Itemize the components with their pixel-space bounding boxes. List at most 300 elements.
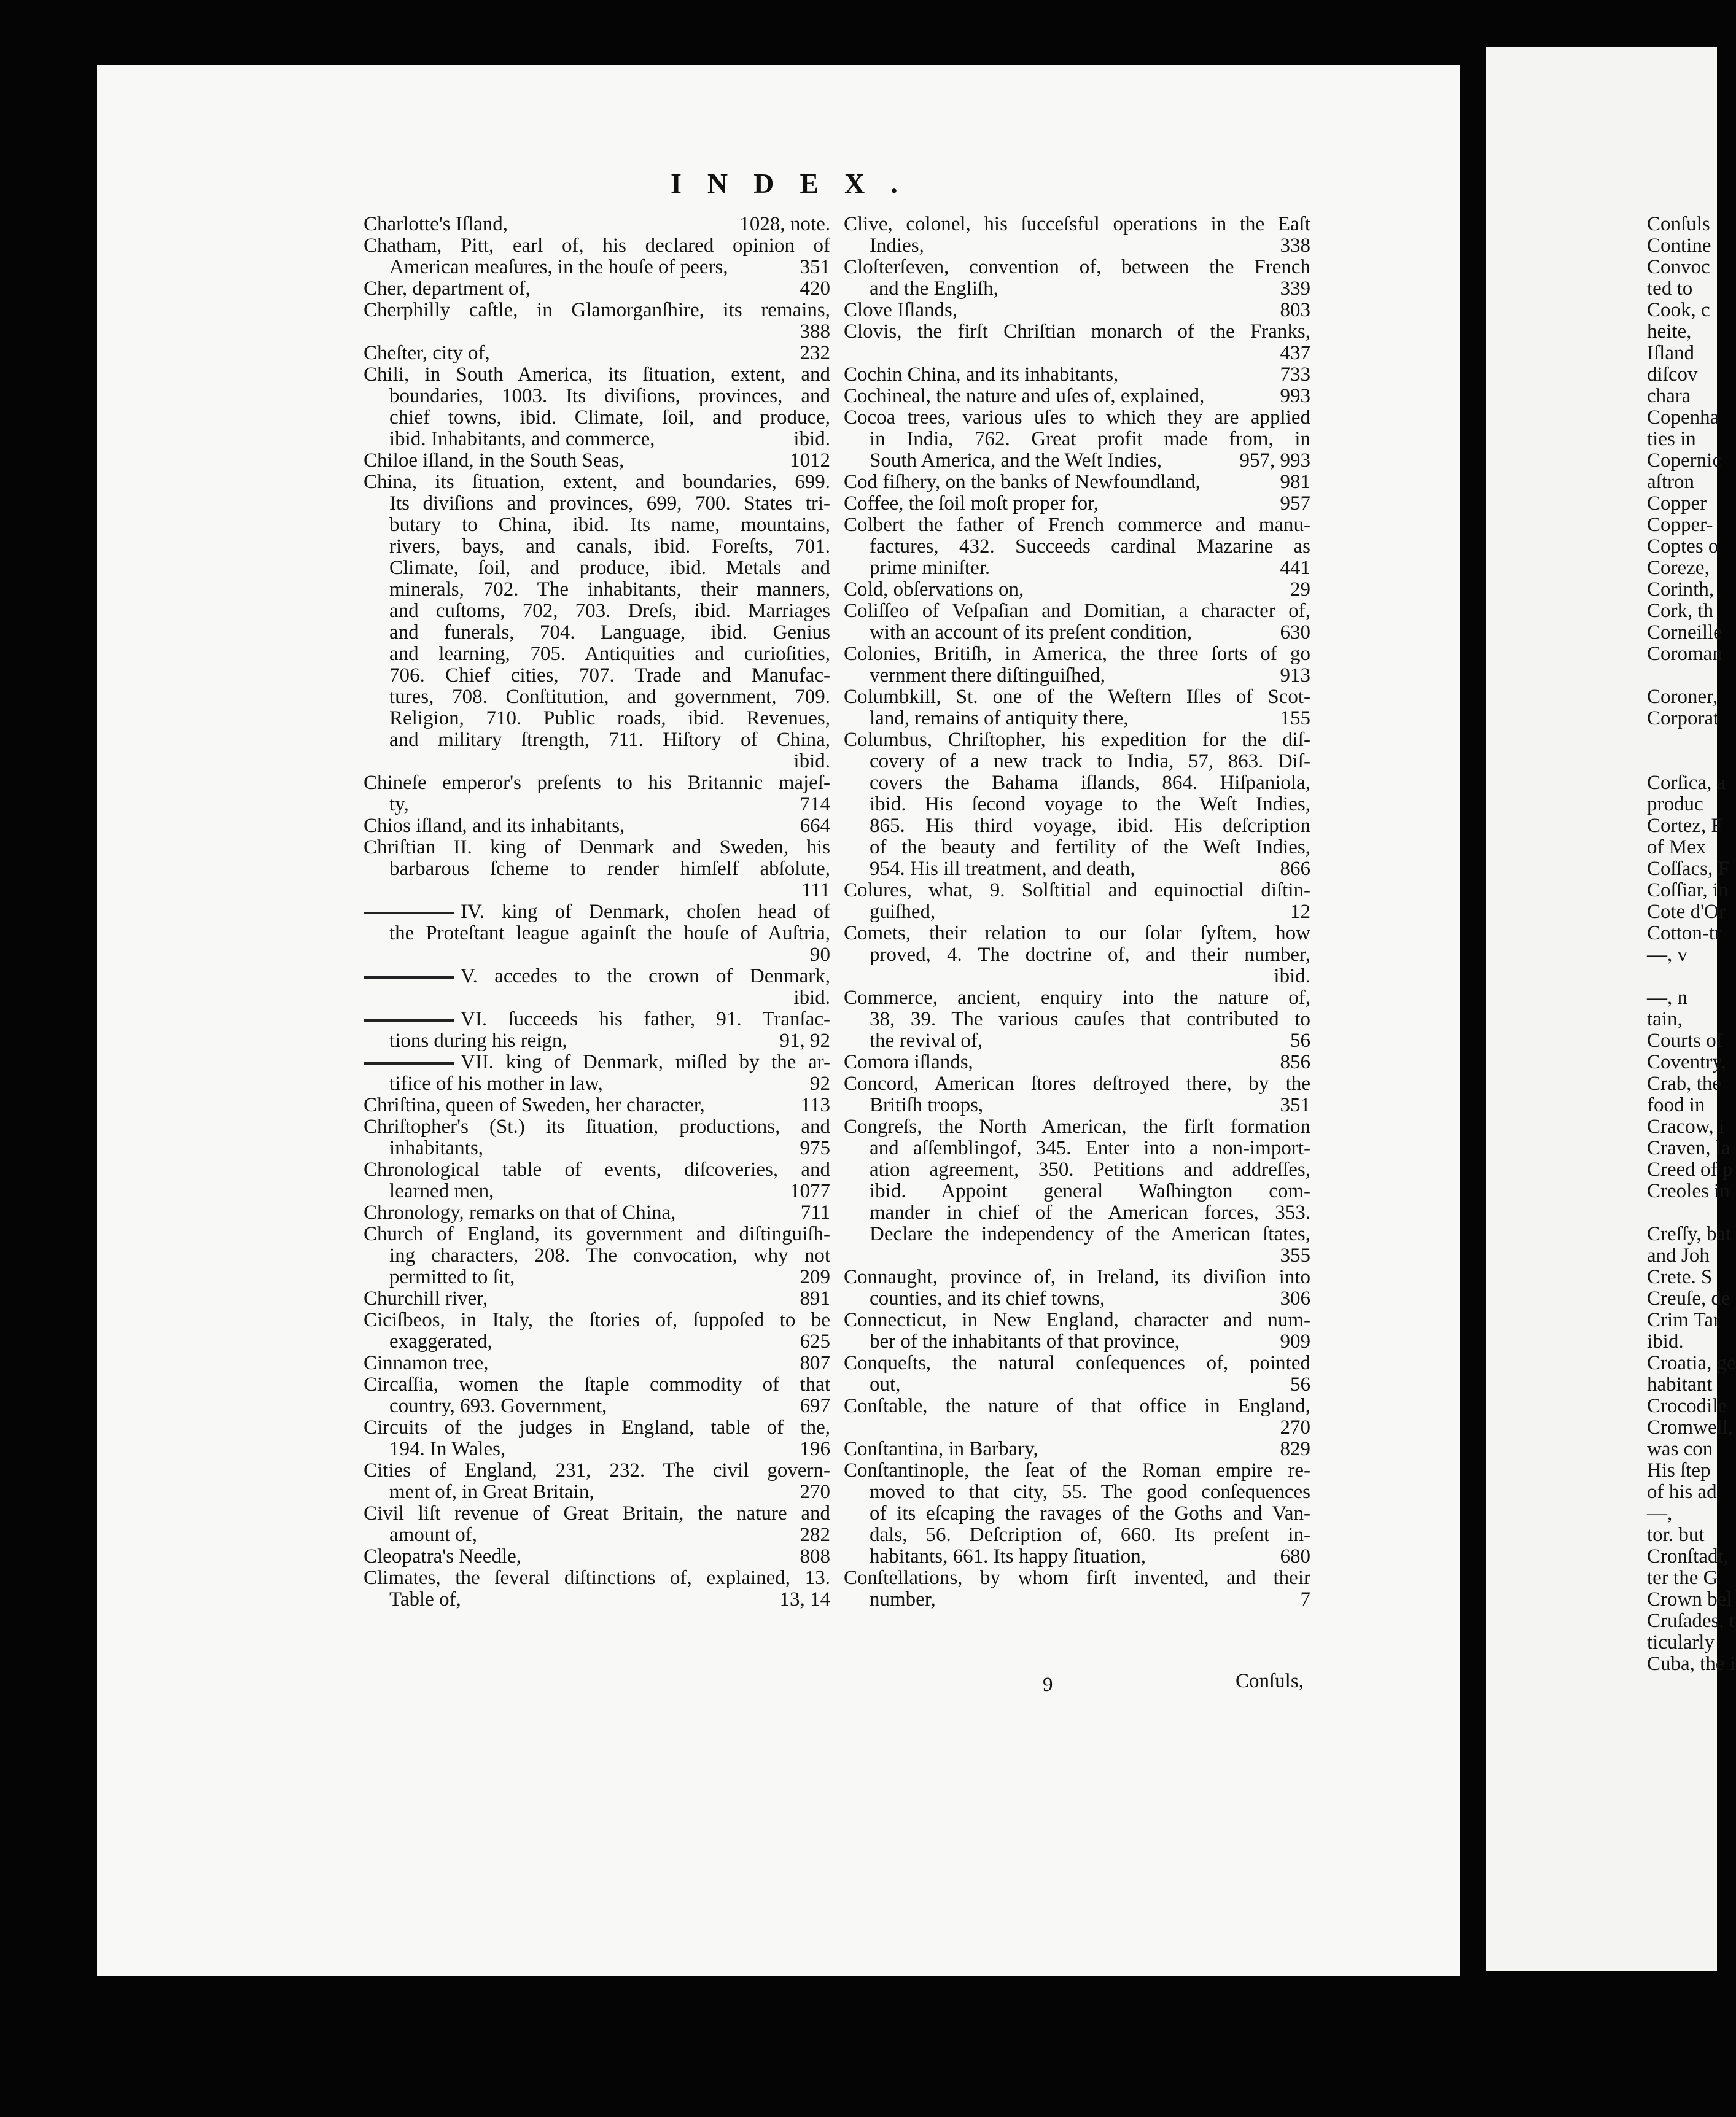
entry-text: vernment there diſtinguiſhed, bbox=[870, 664, 1105, 686]
entry-text: moved to that city, 55. The good conſequences bbox=[870, 1481, 1310, 1503]
index-entry bbox=[844, 579, 1310, 600]
index-entry bbox=[364, 1052, 830, 1095]
facing-page-fragment: heite, bbox=[1647, 320, 1692, 343]
page-number: 697 bbox=[800, 1395, 830, 1417]
entry-text: Religion, 710. Public roads, ibid. Revenues, bbox=[389, 707, 830, 729]
page-number: 155 bbox=[1280, 707, 1310, 729]
entry-text: factures, 432. Succeeds cardinal Mazarine as bbox=[870, 535, 1310, 557]
entry-text: Cochin China, and its inhabitants, bbox=[844, 363, 1119, 386]
entry-text: rivers, bays, and canals, ibid. Foreſts, 701. bbox=[389, 535, 830, 557]
facing-page-fragment: ibid. bbox=[1647, 1330, 1684, 1353]
index-entry-line bbox=[844, 622, 1310, 643]
entry-text: Its diviſions and provinces, 699, 700. States tri- bbox=[389, 492, 830, 515]
index-entry-line bbox=[364, 343, 830, 364]
index-entry-line: 111 bbox=[801, 879, 830, 901]
facing-page-fragment: Crab, the bbox=[1647, 1073, 1721, 1095]
index-entry-line bbox=[364, 815, 830, 837]
entry-text: Britiſh troops, bbox=[870, 1094, 984, 1116]
index-entry bbox=[844, 987, 1310, 1052]
entry-text: Conſtantina, in Barbary, bbox=[844, 1438, 1038, 1460]
facing-page-fragment: food in bbox=[1647, 1094, 1705, 1116]
index-entry-line bbox=[364, 665, 830, 686]
entry-text: out, bbox=[870, 1373, 901, 1396]
index-entry-line bbox=[844, 751, 1310, 772]
index-entry-line bbox=[364, 257, 830, 278]
index-entry bbox=[364, 1546, 830, 1567]
index-column-left bbox=[364, 214, 830, 1610]
facing-page-fragment: Cruſades, t bbox=[1647, 1610, 1735, 1632]
entry-text: Coliſſeo of Veſpaſian and Domitian, a character of, bbox=[844, 600, 1310, 622]
index-entry bbox=[364, 1567, 830, 1610]
entry-text: Chronological table of events, diſcoveries, and bbox=[364, 1159, 830, 1181]
entry-text: Chios iſland, and its inhabitants, bbox=[364, 815, 625, 837]
index-entry-line bbox=[364, 901, 830, 923]
index-entry-line bbox=[844, 386, 1310, 407]
index-entry-line bbox=[844, 1503, 1310, 1525]
entry-text: ment of, in Great Britain, bbox=[389, 1481, 594, 1503]
entry-text: Chiloe iſland, in the South Seas, bbox=[364, 449, 625, 472]
index-entry bbox=[844, 1396, 1310, 1439]
page-number: 282 bbox=[800, 1524, 830, 1546]
index-entry-line bbox=[364, 858, 830, 880]
index-entry-line: 355 bbox=[1280, 1245, 1310, 1267]
facing-page-fragment: Cork, th bbox=[1647, 600, 1714, 622]
facing-page-fragment: —, v bbox=[1647, 944, 1687, 966]
facing-page-fragment: Crim Tar bbox=[1647, 1309, 1720, 1331]
index-entry-line: ibid. bbox=[1274, 965, 1310, 987]
index-entry-line bbox=[364, 1224, 830, 1245]
facing-page-fragment: of Mex bbox=[1647, 836, 1707, 858]
entry-text: V. accedes to the crown of Denmark, bbox=[461, 965, 830, 987]
index-entry bbox=[844, 1267, 1310, 1310]
index-entry bbox=[364, 1353, 830, 1374]
entry-text: chief towns, ibid. Climate, ſoil, and produce, bbox=[389, 406, 830, 429]
index-entry-line bbox=[364, 923, 830, 944]
index-entry-line bbox=[364, 772, 830, 794]
facing-page-fragment: ticularly bbox=[1647, 1631, 1715, 1653]
page-number: 891 bbox=[800, 1288, 830, 1310]
entry-text: Comets, their relation to our ſolar ſyſtem, how bbox=[844, 922, 1310, 944]
page-number: 866 bbox=[1280, 858, 1310, 880]
entry-text: ibid. Inhabitants, and commerce, bbox=[389, 428, 655, 450]
facing-page-fragment: Copper- bbox=[1647, 514, 1713, 536]
entry-text: Cinnamon tree, bbox=[364, 1352, 489, 1374]
entry-text: South America, and the Weſt Indies, bbox=[870, 449, 1162, 472]
index-entry-line bbox=[844, 579, 1310, 600]
entry-text: Churchill river, bbox=[364, 1288, 488, 1310]
entry-text: tions during his reign, bbox=[389, 1030, 567, 1052]
index-entry-line bbox=[844, 1138, 1310, 1159]
entry-text: with an account of its preſent condition, bbox=[870, 621, 1193, 643]
facing-page-fragment: produc bbox=[1647, 793, 1703, 815]
index-entry-line bbox=[844, 1353, 1310, 1374]
facing-page-fragment: Corneille bbox=[1647, 621, 1722, 643]
index-entry-line bbox=[364, 450, 830, 472]
facing-page-fragment: Conſuls bbox=[1647, 213, 1710, 235]
index-entry bbox=[364, 1310, 830, 1353]
facing-page-fragment: His ſtep bbox=[1647, 1459, 1711, 1482]
entry-text: Ciciſbeos, in Italy, the ſtories of, ſuppoſed to be bbox=[364, 1309, 830, 1331]
facing-page-fragment: Coventry, bbox=[1647, 1051, 1726, 1073]
index-entry-line bbox=[364, 643, 830, 665]
index-entry-line bbox=[844, 1052, 1310, 1073]
facing-page-fragment: ter the G bbox=[1647, 1567, 1718, 1589]
index-entry-line bbox=[844, 364, 1310, 386]
running-head: INDEX. bbox=[671, 168, 924, 199]
index-entry-line bbox=[844, 1288, 1310, 1310]
entry-text: habitants, 661. Its happy ſituation, bbox=[870, 1545, 1146, 1567]
entry-text: Climate, ſoil, and produce, ibid. Metals and bbox=[389, 557, 830, 579]
index-entry-line bbox=[364, 1589, 830, 1610]
facing-page-fragment: Copenha bbox=[1647, 406, 1719, 429]
index-entry-line bbox=[844, 278, 1310, 300]
page-number: ibid. bbox=[793, 428, 830, 450]
facing-page-fragment bbox=[1647, 729, 1717, 751]
index-entry-line: 90 bbox=[810, 944, 830, 966]
index-entry-line bbox=[844, 1439, 1310, 1460]
index-entry bbox=[844, 923, 1310, 987]
index-entry bbox=[364, 1095, 830, 1116]
entry-text: of its eſcaping the ravages of the Goths and Van- bbox=[870, 1502, 1310, 1525]
page-number: 209 bbox=[800, 1266, 830, 1288]
index-entry-line bbox=[364, 1116, 830, 1138]
page-number: 92 bbox=[810, 1073, 830, 1095]
index-entry-line bbox=[364, 1439, 830, 1460]
index-entry bbox=[364, 300, 830, 343]
entry-text: Chili, in South America, its ſituation, extent, and bbox=[364, 363, 830, 386]
index-entry bbox=[844, 1439, 1310, 1460]
entry-text: China, its ſituation, extent, and boundaries, 699. bbox=[364, 471, 830, 493]
index-entry bbox=[844, 686, 1310, 729]
entry-text: permitted to ſit, bbox=[389, 1266, 515, 1288]
ditto-rule bbox=[364, 1062, 454, 1065]
index-entry-line bbox=[844, 1116, 1310, 1138]
index-entry-line: ibid. bbox=[793, 987, 830, 1009]
index-entry-line bbox=[844, 429, 1310, 450]
index-entry-line: 270 bbox=[1280, 1416, 1310, 1439]
page-number: 1077 bbox=[790, 1180, 830, 1202]
index-entry bbox=[844, 386, 1310, 407]
facing-page-fragment: Cortez, F bbox=[1647, 815, 1722, 837]
index-entry-line bbox=[844, 1331, 1310, 1353]
index-entry-line bbox=[364, 278, 830, 300]
index-entry-line bbox=[364, 1567, 830, 1589]
index-entry bbox=[844, 472, 1310, 493]
index-entry bbox=[844, 880, 1310, 923]
facing-page-fragment: habitant bbox=[1647, 1373, 1713, 1396]
page-number: 630 bbox=[1280, 621, 1310, 643]
entry-text: and learning, 705. Antiquities and curioſities, bbox=[389, 643, 830, 665]
index-entry-line bbox=[364, 1460, 830, 1482]
index-entry bbox=[364, 837, 830, 901]
entry-text: VII. king of Denmark, miſled by the ar- bbox=[461, 1051, 830, 1073]
facing-page-fragment: —, bbox=[1647, 1502, 1673, 1525]
index-entry-line bbox=[844, 300, 1310, 321]
page-number: 196 bbox=[800, 1438, 830, 1460]
entry-text: Clive, colonel, his ſucceſsful operations in the Eaſt bbox=[844, 213, 1310, 235]
index-entry-line bbox=[844, 944, 1310, 966]
index-entry bbox=[364, 1224, 830, 1288]
facing-page-fragment: Crown bel bbox=[1647, 1588, 1732, 1610]
facing-page-fragment: Coptes o bbox=[1647, 535, 1719, 557]
index-entry-line bbox=[844, 1073, 1310, 1095]
index-entry-line bbox=[364, 1267, 830, 1288]
index-entry-line bbox=[844, 686, 1310, 708]
entry-text: dals, 56. Deſcription of, 660. Its preſent in- bbox=[870, 1524, 1310, 1546]
page-number: 29 bbox=[1290, 578, 1310, 600]
entry-text: barbarous ſcheme to render himſelf abſolute, bbox=[389, 858, 830, 880]
facing-page-fragment bbox=[1647, 966, 1717, 987]
page-number: 856 bbox=[1280, 1051, 1310, 1073]
index-entry bbox=[844, 257, 1310, 300]
index-entry-line bbox=[364, 1181, 830, 1202]
facing-page-fragment: Cronſtadt, bbox=[1647, 1545, 1729, 1567]
facing-page-fragment: Convoc bbox=[1647, 256, 1710, 278]
entry-text: Comora iſlands, bbox=[844, 1051, 973, 1073]
index-entry bbox=[844, 1353, 1310, 1396]
index-entry-line bbox=[844, 923, 1310, 944]
index-entry bbox=[364, 1503, 830, 1546]
entry-text: ber of the inhabitants of that province, bbox=[870, 1330, 1180, 1353]
page-number: 339 bbox=[1280, 278, 1310, 300]
index-entry bbox=[364, 815, 830, 837]
entry-text: country, 693. Government, bbox=[389, 1395, 607, 1417]
index-entry bbox=[364, 1159, 830, 1202]
index-entry-line bbox=[364, 1482, 830, 1503]
index-entry-line bbox=[364, 1353, 830, 1374]
index-entry-line bbox=[364, 1030, 830, 1052]
index-entry-line bbox=[844, 1224, 1310, 1245]
facing-page-fragment: Iſland bbox=[1647, 342, 1694, 364]
entry-text: Cheſter, city of, bbox=[364, 342, 490, 364]
entry-text: Clovis, the firſt Chriſtian monarch of the Franks, bbox=[844, 320, 1310, 343]
entry-text: Chriſtina, queen of Sweden, her character, bbox=[364, 1094, 705, 1116]
entry-text: Cochineal, the nature and uſes of, explained, bbox=[844, 385, 1205, 407]
index-entry bbox=[844, 407, 1310, 472]
index-entry-line bbox=[364, 364, 830, 386]
facing-page-fragment: Courts of bbox=[1647, 1030, 1723, 1052]
index-entry-line bbox=[364, 686, 830, 708]
index-entry bbox=[844, 1073, 1310, 1116]
index-column-right bbox=[844, 214, 1310, 1610]
entry-text: Concord, American ſtores deſtroyed there, by the bbox=[844, 1073, 1310, 1095]
index-entry-line bbox=[364, 386, 830, 407]
entry-text: Conſtellations, by whom firſt invented, and their bbox=[844, 1567, 1310, 1589]
facing-page-fragment: Crocodile bbox=[1647, 1395, 1727, 1417]
entry-text: and aſſemblingof, 345. Enter into a non-import- bbox=[870, 1137, 1310, 1159]
index-entry-line bbox=[844, 321, 1310, 343]
entry-text: inhabitants, bbox=[389, 1137, 484, 1159]
entry-text: Congreſs, the North American, the firſt formation bbox=[844, 1116, 1310, 1138]
entry-text: minerals, 702. The inhabitants, their manners, bbox=[389, 578, 830, 600]
page-number: 91, 92 bbox=[779, 1030, 830, 1052]
index-entry-line bbox=[844, 643, 1310, 665]
facing-page-fragment: of his ad bbox=[1647, 1481, 1717, 1503]
index-entry-line bbox=[844, 837, 1310, 858]
index-entry-line bbox=[364, 235, 830, 257]
index-entry bbox=[364, 772, 830, 815]
entry-text: Indies, bbox=[870, 235, 924, 257]
facing-page-fragment: Coſſacs, F bbox=[1647, 858, 1729, 880]
entry-text: the Proteſtant league againſt the houſe of Auſtria, bbox=[389, 922, 830, 944]
facing-page-fragment: Cotton-tr bbox=[1647, 922, 1721, 944]
page-number: 351 bbox=[800, 256, 830, 278]
entry-text: ing characters, 208. The convocation, why not bbox=[389, 1245, 830, 1267]
index-entry bbox=[364, 1417, 830, 1460]
entry-text: mander in chief of the American forces, 353. bbox=[870, 1202, 1310, 1224]
page-number: 975 bbox=[800, 1137, 830, 1159]
index-entry-line bbox=[364, 536, 830, 557]
page-number: 808 bbox=[800, 1545, 830, 1567]
facing-page-fragment: ted to bbox=[1647, 278, 1693, 300]
facing-page-fragment: Copper bbox=[1647, 492, 1707, 515]
page-number: 711 bbox=[800, 1202, 830, 1224]
ditto-rule bbox=[364, 976, 454, 979]
index-entry bbox=[844, 300, 1310, 321]
page-number: 420 bbox=[800, 278, 830, 300]
facing-page-fragment: Coreze, bbox=[1647, 557, 1710, 579]
index-entry-line bbox=[844, 901, 1310, 923]
index-entry-line bbox=[844, 858, 1310, 880]
index-entry-line bbox=[364, 1052, 830, 1073]
entry-text: amount of, bbox=[389, 1524, 477, 1546]
index-entry bbox=[844, 1567, 1310, 1610]
facing-page-fragment: Creoles in bbox=[1647, 1180, 1730, 1202]
entry-text: Columbkill, St. one of the Weſtern Iſles of Scot- bbox=[844, 686, 1310, 708]
index-entry bbox=[844, 643, 1310, 686]
catchword: Conſuls, bbox=[1236, 1670, 1304, 1692]
index-entry bbox=[364, 278, 830, 300]
page-number: 1012 bbox=[790, 449, 830, 472]
index-entry-line bbox=[364, 1503, 830, 1525]
index-entry-line bbox=[844, 880, 1310, 901]
page-number: 7 bbox=[1300, 1588, 1310, 1610]
page-number: 625 bbox=[800, 1330, 830, 1353]
entry-text: the revival of, bbox=[870, 1030, 983, 1052]
index-entry-line bbox=[844, 1396, 1310, 1417]
index-entry bbox=[844, 515, 1310, 579]
index-entry-line bbox=[364, 1310, 830, 1331]
entry-text: Connecticut, in New England, character and num- bbox=[844, 1309, 1310, 1331]
entry-text: and military ſtrength, 711. Hiſtory of China, bbox=[389, 729, 830, 751]
facing-page-fragment: Coſſiar, in bbox=[1647, 879, 1729, 901]
page-number: 913 bbox=[1280, 664, 1310, 686]
index-entry-line bbox=[844, 493, 1310, 515]
page-number: 909 bbox=[1280, 1330, 1310, 1353]
entry-text: Conqueſts, the natural conſequences of, pointed bbox=[844, 1352, 1310, 1374]
page-number: 680 bbox=[1280, 1545, 1310, 1567]
index-entry-line: ibid. bbox=[793, 750, 830, 772]
entry-text: Columbus, Chriſtopher, his expedition for the diſ- bbox=[844, 729, 1310, 751]
entry-text: Conſtantinople, the ſeat of the Roman empire re- bbox=[844, 1459, 1310, 1482]
entry-text: Table of, bbox=[389, 1588, 461, 1610]
entry-text: guiſhed, bbox=[870, 901, 936, 923]
index-entry bbox=[364, 1460, 830, 1503]
entry-text: ibid. His ſecond voyage to the Weſt Indies, bbox=[870, 793, 1310, 815]
facing-page-fragment: and Joh bbox=[1647, 1245, 1710, 1267]
entry-text: learned men, bbox=[389, 1180, 494, 1202]
index-entry bbox=[364, 1116, 830, 1159]
entry-text: Climates, the ſeveral diſtinctions of, explained, 13. bbox=[364, 1567, 830, 1589]
entry-text: Cocoa trees, various uſes to which they are applied bbox=[844, 406, 1310, 429]
entry-text: Commerce, ancient, enquiry into the nature of, bbox=[844, 987, 1310, 1009]
page-number: 232 bbox=[800, 342, 830, 364]
page-number: 981 bbox=[1280, 471, 1310, 493]
index-entry-line bbox=[364, 600, 830, 622]
index-entry-line bbox=[844, 557, 1310, 579]
index-entry-line bbox=[364, 472, 830, 493]
entry-text: in India, 762. Great profit made from, in bbox=[870, 428, 1310, 450]
facing-page-fragment: Corinth, bbox=[1647, 578, 1715, 600]
entry-text: covers the Bahama iſlands, 864. Hiſpaniola, bbox=[870, 772, 1310, 794]
index-entry bbox=[844, 493, 1310, 515]
entry-text: 954. His ill treatment, and death, bbox=[870, 858, 1135, 880]
ditto-rule bbox=[364, 1019, 454, 1022]
page-number: 957, 993 bbox=[1239, 449, 1310, 472]
entry-text: and funerals, 704. Language, ibid. Genius bbox=[389, 621, 830, 643]
facing-page-fragment: Contine bbox=[1647, 235, 1711, 257]
index-entry bbox=[364, 364, 830, 450]
index-entry-line bbox=[844, 987, 1310, 1009]
entry-text: 38, 39. The various cauſes that contributed to bbox=[870, 1008, 1310, 1030]
facing-page-fragment: diſcov bbox=[1647, 363, 1698, 386]
facing-page-fragment: Corſica, a bbox=[1647, 772, 1726, 794]
entry-text: and cuſtoms, 702, 703. Dreſs, ibid. Marriages bbox=[389, 600, 830, 622]
entry-text: Colures, what, 9. Solſtitial and equinoctial diſtin- bbox=[844, 879, 1310, 901]
index-entry-line bbox=[844, 794, 1310, 815]
entry-text: Chriſtopher's (St.) its ſituation, productions, and bbox=[364, 1116, 830, 1138]
entry-text: land, remains of antiquity there, bbox=[870, 707, 1129, 729]
page-number: 803 bbox=[1280, 299, 1310, 321]
index-entry-line bbox=[364, 1138, 830, 1159]
index-entry-line bbox=[364, 729, 830, 751]
index-entry-line bbox=[844, 1202, 1310, 1224]
page-number: 56 bbox=[1290, 1030, 1310, 1052]
page-number: 957 bbox=[1280, 492, 1310, 515]
index-entry-line bbox=[844, 1525, 1310, 1546]
entry-text: Chineſe emperor's preſents to his Britannic majeſ- bbox=[364, 772, 830, 794]
index-entry-line bbox=[364, 1546, 830, 1567]
index-entry-line bbox=[364, 300, 830, 321]
entry-text: Church of England, its government and diſtinguiſh- bbox=[364, 1223, 830, 1245]
facing-page-fragment: —, n bbox=[1647, 987, 1687, 1009]
entry-text: proved, 4. The doctrine of, and their number, bbox=[870, 944, 1310, 966]
facing-page-fragment: aſtron bbox=[1647, 471, 1694, 493]
facing-page-text bbox=[1647, 213, 1736, 1675]
ditto-rule bbox=[364, 912, 454, 914]
facing-page-fragment: Coroman bbox=[1647, 643, 1722, 665]
index-entry-line bbox=[364, 1009, 830, 1030]
index-entry bbox=[364, 343, 830, 364]
page-number: 807 bbox=[800, 1352, 830, 1374]
index-entry-line bbox=[364, 1288, 830, 1310]
index-entry-line bbox=[364, 708, 830, 729]
facing-page-fragment: tor. but bbox=[1647, 1524, 1705, 1546]
index-entry-line bbox=[844, 515, 1310, 536]
page-number: 13, 14 bbox=[779, 1588, 830, 1610]
facing-page-fragment: Creed of p bbox=[1647, 1159, 1733, 1181]
entry-text: Circaſſia, women the ſtaple commodity of that bbox=[364, 1373, 830, 1396]
entry-text: number, bbox=[870, 1588, 936, 1610]
facing-page-fragment: Cromwell, bbox=[1647, 1416, 1734, 1439]
entry-text: Circuits of the judges in England, table of the, bbox=[364, 1416, 830, 1439]
entry-text: ibid. Appoint general Waſhington com- bbox=[870, 1180, 1310, 1202]
index-entry-line bbox=[844, 257, 1310, 278]
facing-page-fragment bbox=[1647, 751, 1717, 772]
entry-text: counties, and its chief towns, bbox=[870, 1288, 1105, 1310]
page-number: 714 bbox=[800, 793, 830, 815]
facing-page-fragment: Crete. S bbox=[1647, 1266, 1713, 1288]
